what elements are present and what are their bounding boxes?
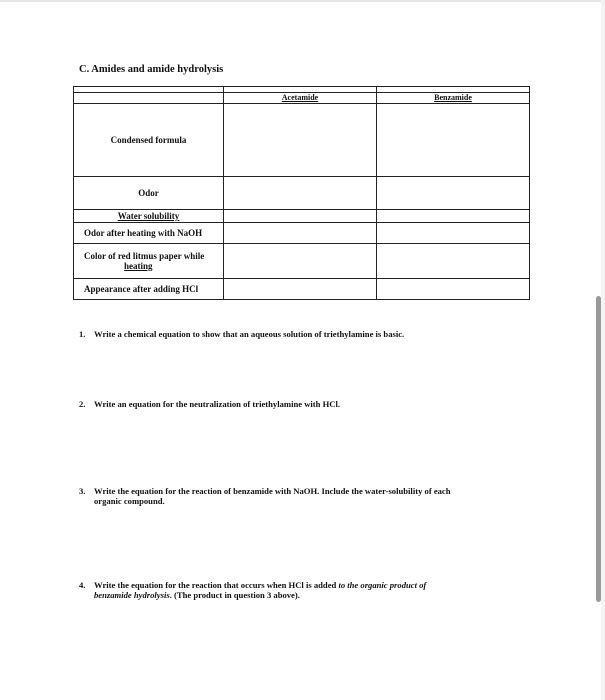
cell-acetamide-odor[interactable] — [224, 177, 377, 210]
cell-acetamide-water-solubility[interactable] — [224, 210, 377, 223]
cell-benzamide-condensed-formula[interactable] — [377, 104, 530, 177]
question-4-number: 4. — [79, 580, 86, 590]
row-label-litmus-color — [74, 244, 224, 279]
scrollbar-thumb[interactable] — [596, 296, 601, 602]
question-4-text-line2: . (The product in question 3 above). — [169, 590, 300, 600]
question-4-italic-phrase: to the organic product of — [338, 580, 427, 590]
row-label-condensed-formula: Condensed formula — [74, 104, 224, 177]
table-row — [74, 210, 530, 223]
question-4 — [79, 580, 519, 600]
table-row — [74, 244, 530, 279]
amides-table — [73, 86, 530, 300]
table-row — [74, 279, 530, 300]
table-row — [74, 104, 530, 177]
table-row — [74, 177, 530, 210]
row-label-appearance-after-hcl: Appearance after adding HCl — [74, 279, 224, 300]
cell-benzamide-appearance-after-hcl[interactable] — [377, 279, 530, 300]
row-label-odor: Odor — [74, 177, 224, 210]
question-4-text-line1: Write the equation for the reaction that occurs when HCl is added — [94, 580, 339, 590]
question-4-line2 — [79, 590, 519, 600]
question-3 — [79, 486, 519, 506]
row-label-odor-after-naoh: Odor after heating with NaOH — [74, 223, 224, 244]
page-top-border — [0, 0, 605, 2]
cell-acetamide-odor-after-naoh[interactable] — [224, 223, 377, 244]
question-3-text-line2: organic compound. — [94, 496, 165, 506]
question-3-number: 3. — [79, 486, 86, 496]
page-edge — [601, 0, 605, 700]
litmus-label-line2: heating — [124, 261, 153, 271]
question-2-text: Write an equation for the neutralization of triethylamine with HCl. — [94, 399, 341, 409]
question-2-number: 2. — [79, 399, 86, 409]
cell-acetamide-condensed-formula[interactable] — [224, 104, 377, 177]
question-1 — [79, 329, 499, 339]
cell-benzamide-odor[interactable] — [377, 177, 530, 210]
table-header-row — [74, 93, 530, 104]
cell-acetamide-appearance-after-hcl[interactable] — [224, 279, 377, 300]
question-2 — [79, 399, 499, 409]
question-4-italic-benzamide: benzamide hydrolysis — [94, 590, 170, 600]
cell-benzamide-litmus-color[interactable] — [377, 244, 530, 279]
row-label-water-solubility: Water solubility — [74, 210, 224, 223]
section-title: C. Amides and amide hydrolysis — [79, 64, 224, 75]
cell-benzamide-water-solubility[interactable] — [377, 210, 530, 223]
cell-benzamide-odor-after-naoh[interactable] — [377, 223, 530, 244]
column-header-acetamide: Acetamide — [224, 93, 377, 104]
question-1-number: 1. — [79, 329, 86, 339]
table-row — [74, 223, 530, 244]
header-blank — [74, 93, 224, 104]
cell-acetamide-litmus-color[interactable] — [224, 244, 377, 279]
litmus-label-line1: Color of red litmus paper while — [84, 251, 205, 261]
question-3-text-line1: Write the equation for the reaction of benzamide with NaOH. Include the water-solubility of each — [94, 486, 451, 496]
column-header-benzamide: Benzamide — [377, 93, 530, 104]
question-1-text: Write a chemical equation to show that an aqueous solution of triethylamine is basic. — [94, 329, 405, 339]
